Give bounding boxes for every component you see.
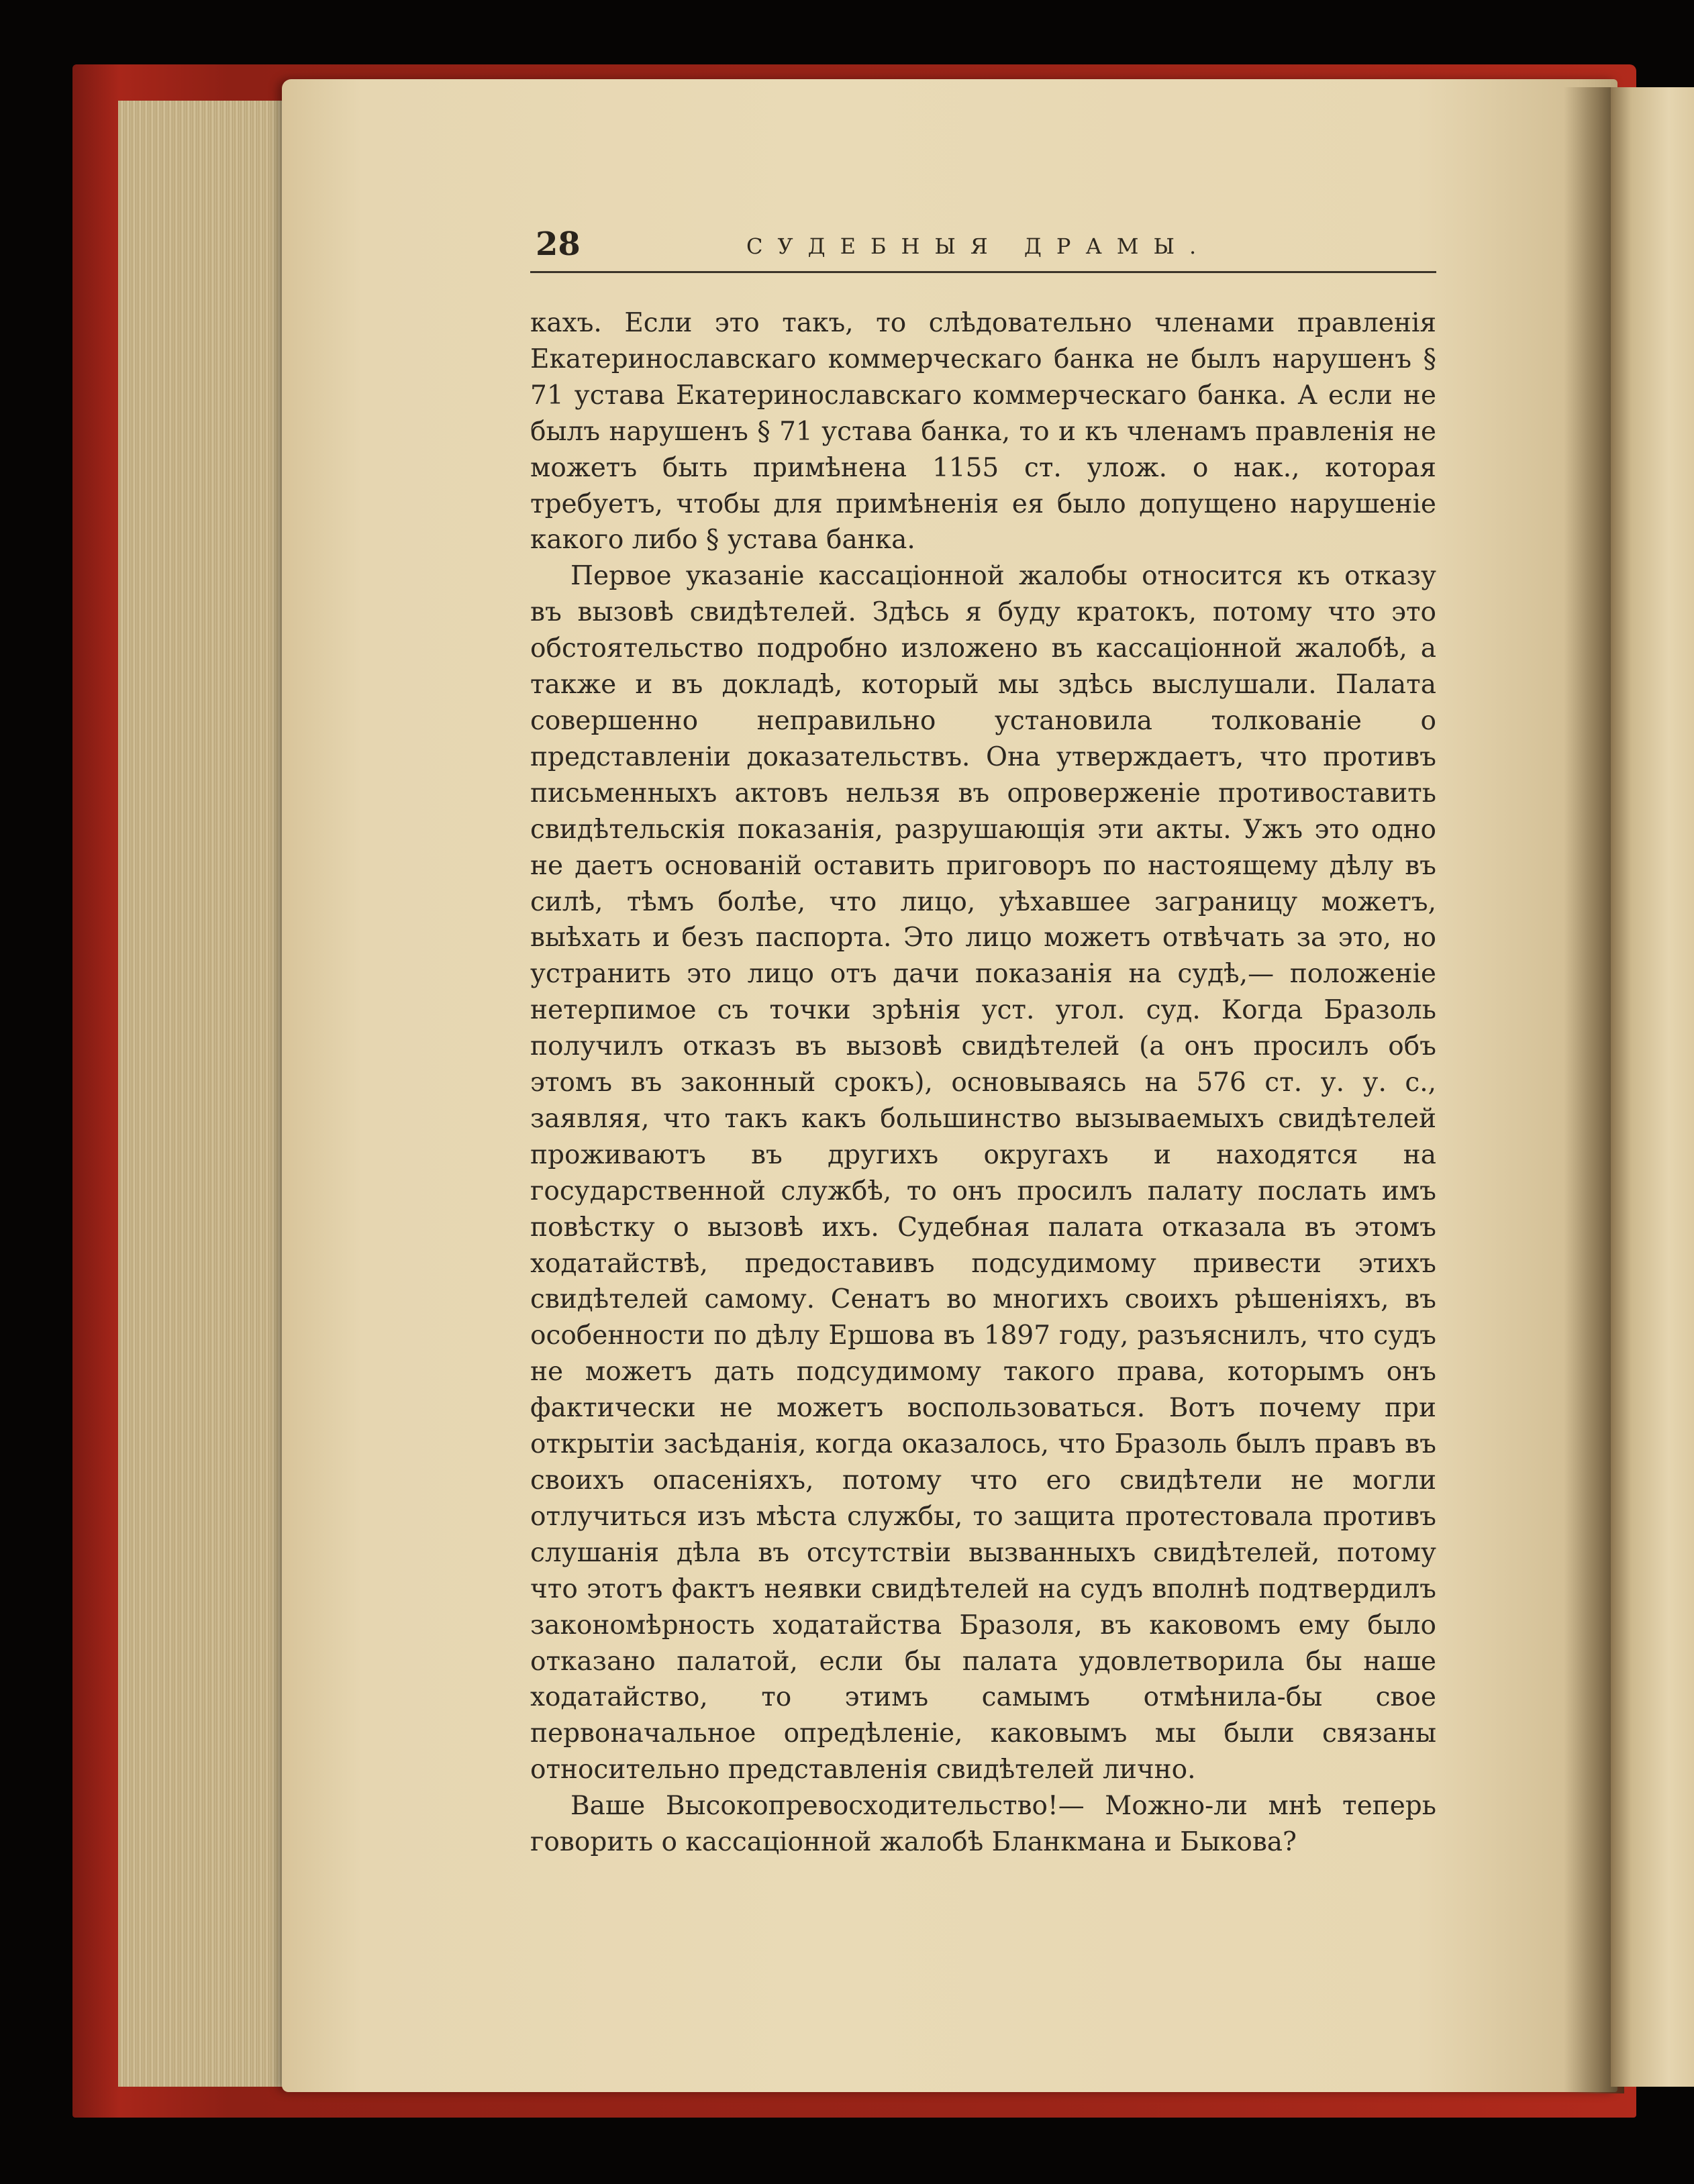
running-head: СУДЕБНЫЯ ДРАМЫ.: [746, 233, 1211, 259]
page-block-edges: [118, 101, 306, 2087]
paragraph: кахъ. Если это такъ, то слѣдовательно членами правленія Екатеринославскаго коммерческаго банка не былъ нарушенъ § 71 устава Екатеринославскаго коммерческаго банка. А если не былъ нарушенъ § 71 устава банка, то и къ членамъ правленія не можетъ быть примѣнена 1155 ст. улож. о нак., которая требуетъ, чтобы для примѣненія ея было допущено нарушеніе какого либо § устава банка.: [530, 308, 1436, 556]
body-text: [530, 305, 1436, 1861]
page-header: [530, 223, 1436, 273]
page-content: [530, 223, 1436, 1861]
paragraph: Первое указаніе кассаціонной жалобы относится къ отказу въ вызовѣ свидѣтелей. Здѣсь я буду кратокъ, потому что это обстоятельство подробно изложено въ кассаціонной жалобѣ, а также и въ докладѣ, который мы здѣсь выслушали. Палата совершенно неправильно установила толкованіе о представленіи доказательствъ. Она утверждаетъ, что противъ письменныхъ актовъ нельзя въ опроверженіе противоставить свидѣтельскія показанія, разрушающія эти акты. Ужъ это одно не даетъ основаній оставить приговоръ по настоящему дѣлу въ силѣ, тѣмъ болѣе, что лицо, уѣхавшее заграницу можетъ, выѣхать и безъ паспорта. Это лицо можетъ отвѣчать за это, но устранить это лицо отъ дачи показанія на судѣ,— положеніе нетерпимое съ точки зрѣнія уст. угол. суд. Когда Бразоль получилъ отказъ въ вызовѣ свидѣтелей (а онъ просилъ объ этомъ въ законный срокъ), основываясь на 576 ст. у. у. с., заявляя, что такъ какъ большинство вызываемыхъ свидѣтелей проживаютъ въ другихъ округахъ и находятся на государственной службѣ, то онъ просилъ палату послать имъ повѣстку о вызовѣ ихъ. Судебная палата отказала въ этомъ ходатайствѣ, предоставивъ подсудимому привести этихъ свидѣтелей самому. Сенатъ во многихъ своихъ рѣшеніяхъ, въ особенности по дѣлу Ершова въ 1897 году, разъяснилъ, что судъ не можетъ дать подсудимому такого права, которымъ онъ фактически не можетъ воспользоваться. Вотъ почему при открытіи засѣданія, когда оказалось, что Бразоль былъ правъ въ своихъ опасеніяхъ, потому что его свидѣтели не могли отлучиться изъ мѣста службы, то защита протестовала противъ слушанія дѣла въ отсутствіи вызванныхъ свидѣтелей, потому что этотъ фактъ неявки свидѣтелей на судъ вполнѣ подтвердилъ закономѣрность ходатайства Бразоля, въ каковомъ ему было отказано палатой, если бы палата удовлетворила бы наше ходатайство, то этимъ самымъ отмѣнила-бы свое первоначальное опредѣленіе, каковымъ мы были связаны относительно представленія свидѣтелей лично.: [530, 561, 1436, 1785]
paragraph: Ваше Высокопревосходительство!— Можно-ли мнѣ теперь говорить о кассаціонной жалобѣ Бланкмана и Быкова?: [530, 1791, 1436, 1858]
right-page-edge: [1611, 87, 1694, 2087]
page-number: 28: [536, 225, 581, 263]
